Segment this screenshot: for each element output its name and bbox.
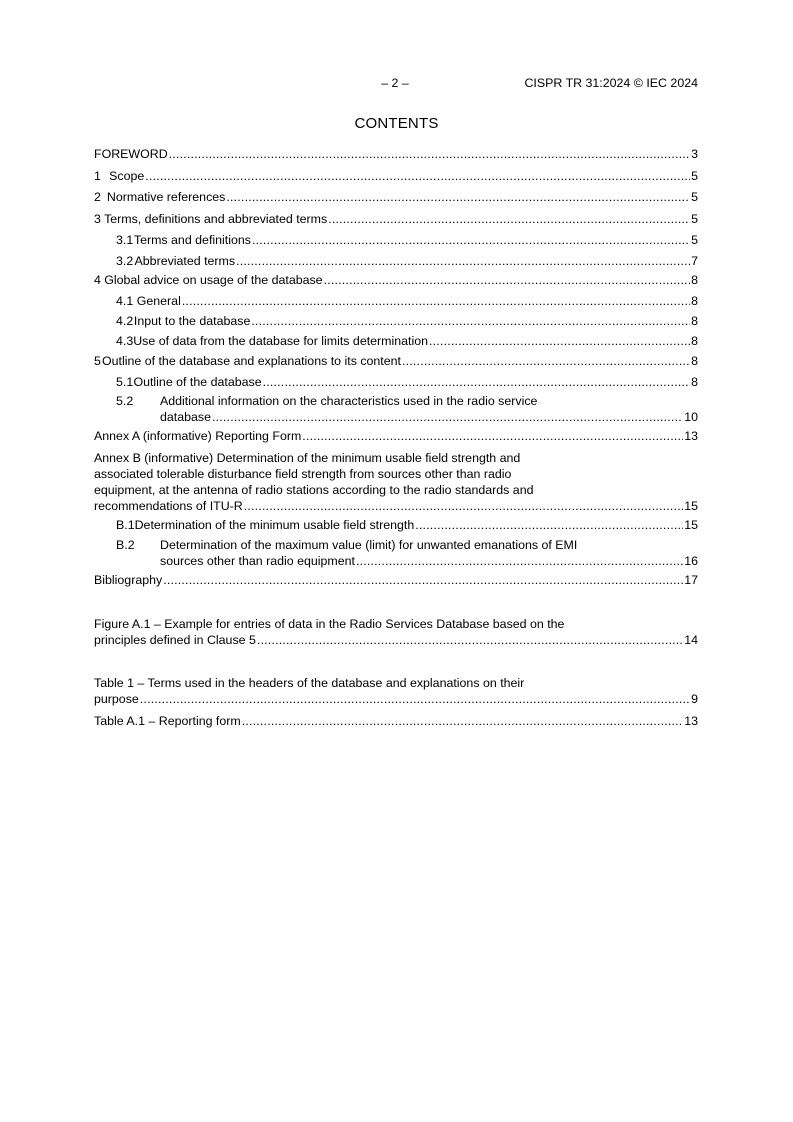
toc-page: 15 bbox=[684, 499, 698, 513]
toc-title: Normative references bbox=[106, 190, 226, 204]
toc-page: 5 bbox=[691, 212, 698, 226]
toc-entry-use-of-data[interactable] bbox=[94, 333, 698, 349]
toc-entry-additional-information[interactable] bbox=[94, 393, 698, 425]
toc-page: 13 bbox=[684, 429, 698, 443]
toc-title: FOREWORD bbox=[94, 147, 168, 161]
dot-leader bbox=[257, 632, 683, 648]
dot-leader bbox=[182, 293, 690, 309]
dot-leader bbox=[242, 713, 684, 729]
toc-title: Terms, definitions and abbreviated terms bbox=[104, 212, 328, 226]
toc-title-line: associated tolerable disturbance field strength from sources other than radio bbox=[94, 467, 512, 481]
toc-page: 8 bbox=[691, 375, 698, 389]
toc-title-line: equipment, at the antenna of radio stations according to the radio standards and bbox=[94, 483, 534, 497]
toc-entry-table-1[interactable] bbox=[94, 675, 698, 707]
document-reference: CISPR TR 31:2024 © IEC 2024 bbox=[524, 76, 698, 90]
toc-number: B.1 bbox=[116, 518, 135, 532]
toc-title-line: Table 1 – Terms used in the headers of the database and explanations on their bbox=[94, 676, 525, 690]
toc-entry-foreword[interactable] bbox=[94, 146, 698, 162]
toc-number: 5.2 bbox=[116, 394, 134, 408]
dot-leader bbox=[163, 572, 683, 588]
dot-leader bbox=[324, 272, 691, 288]
toc-entry-outline-of-database[interactable] bbox=[94, 374, 698, 390]
toc-entry-abbreviated-terms[interactable] bbox=[94, 253, 698, 269]
toc-page: 7 bbox=[691, 254, 698, 268]
toc-number: 1 bbox=[94, 169, 101, 183]
toc-page: 8 bbox=[691, 354, 698, 368]
dot-leader bbox=[140, 691, 690, 707]
dot-leader bbox=[252, 232, 690, 248]
dot-leader bbox=[145, 168, 690, 184]
toc-title: Input to the database bbox=[133, 314, 251, 328]
toc-page: 3 bbox=[691, 147, 698, 161]
toc-title: Use of data from the database for limits determination bbox=[133, 334, 429, 348]
toc-page: 8 bbox=[691, 334, 698, 348]
dot-leader bbox=[263, 374, 691, 390]
toc-title: Terms and definitions bbox=[133, 233, 251, 247]
dot-leader bbox=[169, 146, 690, 162]
toc-number: 4.3 bbox=[116, 334, 134, 348]
toc-number: 3.1 bbox=[116, 233, 134, 247]
toc-title-line: Additional information on the characteristics used in the radio service bbox=[160, 394, 538, 408]
toc-number: 3.2 bbox=[116, 254, 134, 268]
toc-title-line: Annex B (informative) Determination of the minimum usable field strength and bbox=[94, 451, 521, 465]
dot-leader bbox=[429, 333, 690, 349]
toc-page: 15 bbox=[684, 518, 698, 532]
dot-leader bbox=[226, 189, 690, 205]
toc-number: 5 bbox=[94, 354, 101, 368]
toc-page: 17 bbox=[684, 573, 698, 587]
dot-leader bbox=[236, 253, 690, 269]
toc-title-line: purpose bbox=[94, 692, 139, 706]
toc-number: 5.1 bbox=[116, 375, 134, 389]
toc-number: 4.1 bbox=[116, 294, 134, 308]
toc-number: 3 bbox=[94, 212, 101, 226]
toc-entry-table-a1[interactable] bbox=[94, 713, 698, 729]
toc-title: Outline of the database bbox=[133, 375, 262, 389]
toc-page: 5 bbox=[691, 169, 698, 183]
toc-entry-global-advice[interactable] bbox=[94, 272, 698, 288]
toc-entry-scope[interactable] bbox=[94, 168, 698, 184]
toc-page: 8 bbox=[691, 273, 698, 287]
toc-title: Table A.1 – Reporting form bbox=[94, 714, 241, 728]
toc-title: Determination of the minimum usable field strength bbox=[134, 518, 415, 532]
toc-page: 13 bbox=[684, 714, 698, 728]
dot-leader bbox=[251, 313, 690, 329]
toc-entry-terms-and-definitions[interactable] bbox=[94, 232, 698, 248]
toc-title: Global advice on usage of the database bbox=[104, 273, 323, 287]
toc-title-line: principles defined in Clause 5 bbox=[94, 633, 256, 647]
toc-entry-outline-explanations[interactable] bbox=[94, 353, 698, 369]
toc-title: Abbreviated terms bbox=[134, 254, 236, 268]
dot-leader bbox=[328, 211, 690, 227]
toc-number: B.2 bbox=[116, 538, 135, 552]
dot-leader bbox=[212, 409, 683, 425]
toc-entry-general[interactable] bbox=[94, 293, 698, 309]
toc-title-line: Figure A.1 – Example for entries of data in the Radio Services Database based on the bbox=[94, 617, 565, 631]
toc-page: 8 bbox=[691, 314, 698, 328]
page-number: – 2 – bbox=[381, 76, 409, 90]
toc-title: Annex A (informative) Reporting Form bbox=[94, 429, 302, 443]
dot-leader bbox=[415, 517, 683, 533]
toc-entry-terms-definitions[interactable] bbox=[94, 211, 698, 227]
toc-entry-b2[interactable] bbox=[94, 537, 698, 569]
toc-page: 5 bbox=[691, 190, 698, 204]
toc-title: Scope bbox=[109, 169, 145, 183]
toc-page: 14 bbox=[684, 633, 698, 647]
toc-page: 16 bbox=[684, 554, 698, 568]
toc-title-line: recommendations of ITU-R bbox=[94, 499, 243, 513]
toc-entry-bibliography[interactable] bbox=[94, 572, 698, 588]
toc-title: Bibliography bbox=[94, 573, 163, 587]
toc-title-line: sources other than radio equipment bbox=[160, 554, 355, 568]
toc-page: 9 bbox=[691, 692, 698, 706]
page-header bbox=[94, 76, 698, 92]
toc-page: 8 bbox=[691, 294, 698, 308]
toc-entry-annex-b[interactable] bbox=[94, 450, 698, 514]
dot-leader bbox=[244, 498, 683, 514]
toc-entry-normative-references[interactable] bbox=[94, 189, 698, 205]
toc-entry-figure-a1[interactable] bbox=[94, 616, 698, 648]
dot-leader bbox=[356, 553, 683, 569]
dot-leader bbox=[302, 428, 683, 444]
toc-number: 2 bbox=[94, 190, 101, 204]
dot-leader bbox=[402, 353, 690, 369]
toc-entry-b1[interactable] bbox=[94, 517, 698, 533]
toc-title-line: Determination of the maximum value (limit) for unwanted emanations of EMI bbox=[160, 538, 578, 552]
toc-page: 5 bbox=[691, 233, 698, 247]
toc-entry-annex-a[interactable] bbox=[94, 428, 698, 444]
toc-entry-input-to-database[interactable] bbox=[94, 313, 698, 329]
toc-title: General bbox=[136, 294, 181, 308]
toc-page: 10 bbox=[684, 410, 698, 424]
toc-number: 4.2 bbox=[116, 314, 134, 328]
toc-title-line: database bbox=[160, 410, 211, 424]
toc-number: 4 bbox=[94, 273, 101, 287]
toc-title: Outline of the database and explanations to its content bbox=[102, 354, 401, 368]
contents-title: CONTENTS bbox=[354, 115, 439, 132]
